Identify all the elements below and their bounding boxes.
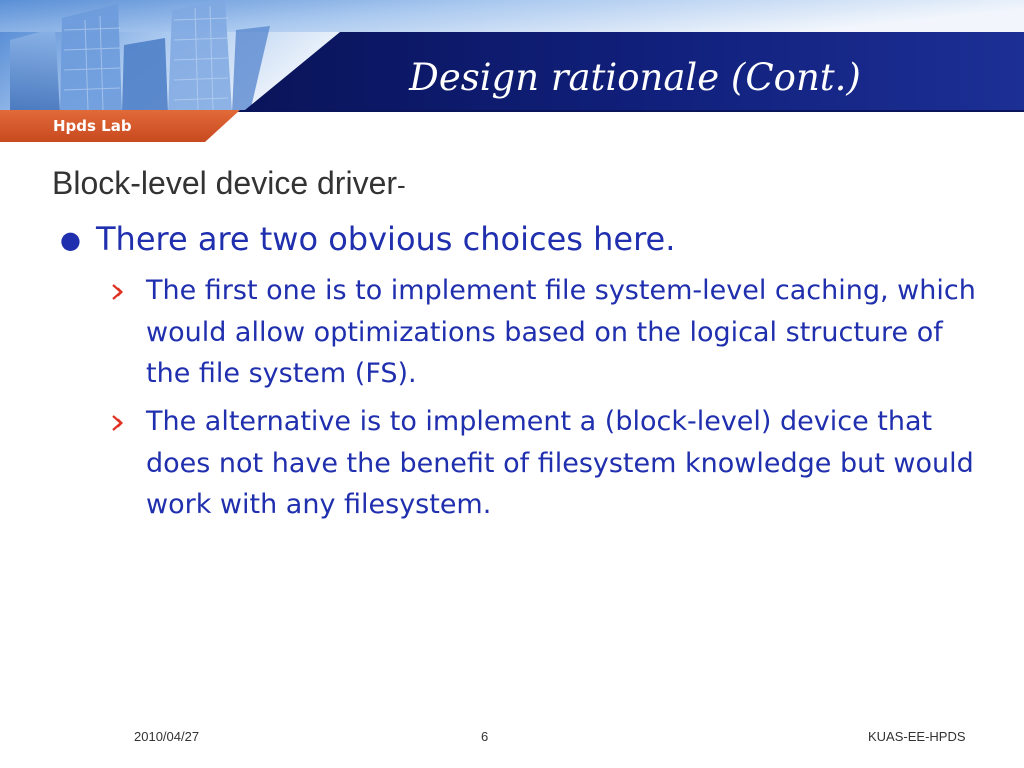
sub-bullet-text: The alternative is to implement a (block-level) device that does not have the benefit of filesystem knowledge but would work with any filesystem. [146, 406, 974, 520]
footer-date: 2010/04/27 [134, 729, 200, 744]
section-heading [52, 163, 406, 205]
section-heading-suffix: - [397, 170, 406, 200]
lab-label: Hpds Lab [53, 117, 132, 135]
arrow-bullet-icon [110, 283, 128, 301]
footer-organization: KUAS-EE-HPDS [868, 729, 966, 744]
main-bullet [60, 217, 960, 262]
sub-bullet-text: The first one is to implement file system-level caching, which would allow optimizations based on the logical structure of the file system (FS). [146, 275, 976, 389]
sub-bullet-item [110, 401, 980, 526]
arrow-bullet-icon [110, 414, 128, 432]
main-bullet-text: There are two obvious choices here. [96, 220, 676, 258]
sub-bullet-item [110, 270, 980, 395]
section-heading-text: Block-level device driver [52, 165, 398, 201]
footer-page-number: 6 [481, 729, 489, 744]
slide-title: Design rationale (Cont.) [409, 56, 861, 99]
bullet-dot-icon: ● [60, 226, 81, 254]
